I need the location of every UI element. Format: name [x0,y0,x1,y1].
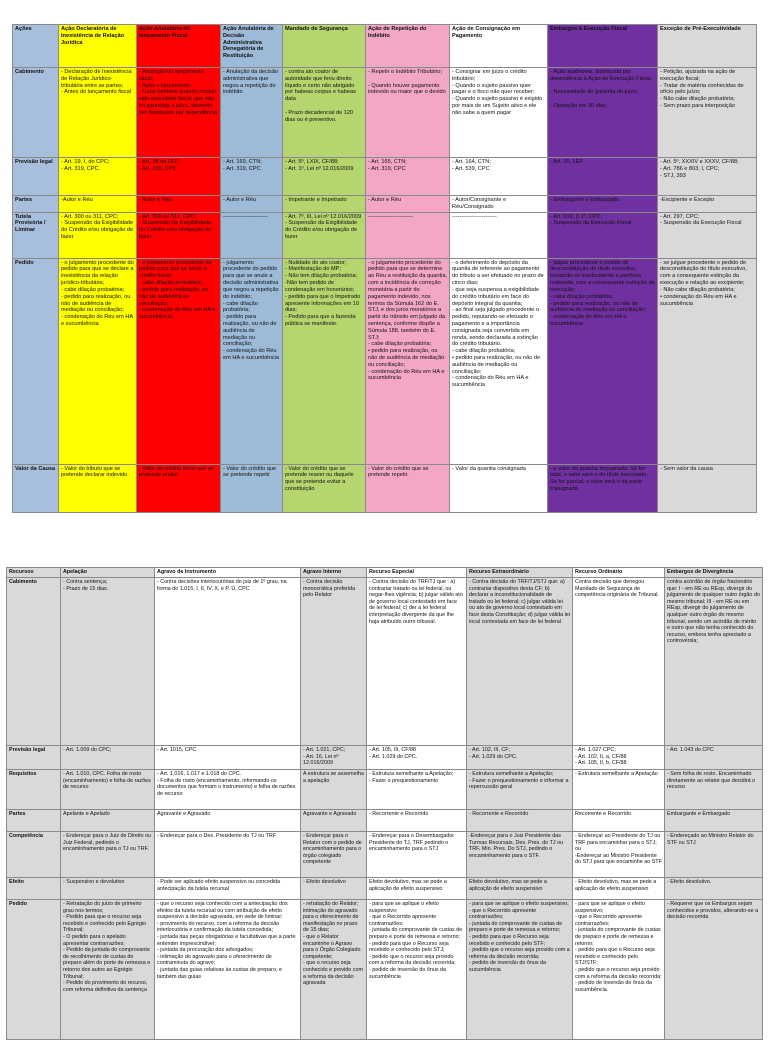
row-label-tutela-provisoria-liminar: Tutela Provisória / Liminar [13,212,59,258]
table2-header-recurso-especial: Recurso Especial [367,568,467,578]
table-cell: - Art. 165, CTN; - Art. 319, CPC [366,158,450,196]
table-cell: - Art. 5º, XXXIV e XXXV, CF/88; - Art. 786 e 803, I, CPC; - STJ, 393 [658,158,757,196]
table-row [13,212,757,258]
row-label-valor-da-causa: Valor da Causa [13,464,59,512]
table-cell: - Art. 164, CTN; - Art. 539, CPC [450,158,548,196]
table-cell: Efeito devolutivo, mas se pede a aplicação de efeito suspensivo [467,878,573,900]
table-cell: - para que se aplique o efeito suspensivo; - que o Recorrido apresente contrarrazões; - juntada do comprovante de custas de preparo e porte de remessa e retorno; - pedido para que o Recurso seja recebido e conhecido pelo STJ; - pedido que o recurso seja provido com a reforma da decisão recorrida; - pedido de inversão do ônus da sucumbência [367,900,467,1040]
table2-header-recurso-extraordinario: Recurso Extraordinário [467,568,573,578]
table-cell: - Art. 169, CTN; - Art. 319, CPC [221,158,283,196]
table2-header-row [7,568,763,578]
table-cell: - Contra decisões interlocutórias do juiz de 1º grau, na forma do 1.015, I, II, IV, X, e P. Ú, CPC [155,578,301,746]
table-cell: - Art. 19, I, do CPC; - Art. 319, CPC. [59,158,137,196]
table-row [7,878,763,900]
row-label-pedido: Pedido [7,900,61,1040]
table2-header-embargos-de-divergencia: Embargos de Divergência [665,568,763,578]
table-cell: - o julgamento procedente do pedido para que se determine ao Réu a restituição da quantia, com a incidência de correção monetária a partir do pagamento indevido, nos termos da Súmula 162 do E. STJ, e dos juros moratórios a partir do trânsito em julgado da sentença, conforme dispõe a Súmula 188, também do E. STJ; - cabe dilação probatória; • pedido para realização, ou não de audiência de mediação ou conciliação; - condenação do Réu em HA e sucumbência [366,258,450,464]
table-cell: ------------------------ [221,212,283,258]
table-cell: ------------------------ [450,212,548,258]
table-cell: - contra ato coator de autoridade que feriu direito líquido e certo não abrigado por habeas corpus e habeas data - Prazo decadencial de 120 dias ou é preventivo. [283,68,366,158]
table-cell: Recorrente e Recorrido [573,810,665,832]
table1-header-embargos-a-execucao-fiscal: Embargos à Execução Fiscal [548,25,658,68]
table-cell: - que o recurso seja conhecido com a antecipação dos efeitos da tutela recursal ou com atribuição de efeito suspensivo a decisão agravada, em sede de liminar; - provimento do recurso, com a reforma da decisão interlocutória e confirmação da tutela concedida; - juntada das peças obrigatórias e facultativas que a parte entender imprescindível; - juntada da procuração dos advogados; - intimação do agravado para o oferecimento de contraminuta do agravo; - juntada das guias relativas às custas de preparo, e também das guias [155,900,301,1040]
table1-header-acao-declaratoria-de-inexistencia-de-relacao-juridica: Ação Declaratória de Inexistência de Relação Jurídica [59,25,137,68]
table-cell: - julgue procedente o pedido de desconstituição do título executivo, tornando-se insubsistente a penhora realizada, com a consequente extinção da execução; - cabe dilação probatória; - pedido para realização, ou não de audiência de mediação ou conciliação; - condenação do Réu em HA e sucumbência [548,258,658,464]
table-cell: - Efeito devolutivo [301,878,367,900]
table1-header-row [13,25,757,68]
table-cell: - Endereçado ao Ministro Relator do STF ou STJ [665,832,763,878]
table-cell: - Contra sentença; - Prazo de 15 dias. [61,578,155,746]
table1-header-mandado-de-seguranca: Mandado de Segurança [283,25,366,68]
table-cell: - Art. 16, LEF [548,158,658,196]
table-cell: - julgamento procedente do pedido para que se anule a decisão administrativa que negou a repetição do indébito; - cabe dilação probatória; - pedido para realização, ou não de audiência de mediação ou conciliação; - condenação do Réu em HA e sucumbência [221,258,283,464]
table-cell: - Valor do crédito que se pretende reaver ou daquele que se pretende evitar a constituição [283,464,366,512]
table-cell: - se julgue procedente o pedido de desconstituição do título executivo, com a consequente extinção da execução e relação ao excipiente; - Não cabe dilação probatória; • condenação do Réu em HA e sucumbência [658,258,757,464]
table-cell: Embargante e Embargado [665,810,763,832]
table-cell: - Valor do crédito que se pretende repetir. [366,464,450,512]
table-cell: - Art. 1.021, CPC; - Art. 16, Lei nº 12.016/2009 [301,746,367,770]
table-cell: - Petição, ajuizada na ação de execução fiscal; - Tratar de matéria conhecidas de ofício pelo juízo; - Não cabe dilação probatória; - Sem prazo para interposição [658,68,757,158]
table-cell: - Autor e Réu [366,196,450,213]
table-cell: - Endereçar para o Relator com o pedido de encaminhamento para o órgão colegiado competente [301,832,367,878]
table-cell: - Anulação do lançamento fiscal; - Após o lançamento; - Cabe também quando houver sido executado fiscal, que não foi garantida a juízo, devendo ser distribuída por dependência [137,68,221,158]
table-row [13,158,757,196]
table-cell: Apelante e Apelado [61,810,155,832]
table-cell: ------------------------ [366,212,450,258]
row-label-previsao-legal: Previsão legal [7,746,61,770]
table-cell: - Nulidade do ato coator; - Manifestação do MP; - Não tem dilação probatória; -Não tem pedido de condenação em honorários; - pedido para que o Impetrado apresente informações em 10 dias; - Pedido para que a fazenda pública se manifeste. [283,258,366,464]
table-cell: - Estrutura semelhante a Apelação [573,770,665,810]
table-cell: - Sem valor da causa [658,464,757,512]
table-cell: - Efeito devolutivo, mas se pede a aplicação de efeito suspensivo [573,878,665,900]
table1-header-acao-anulatoria-do-lancamento-fiscal: Ação Anulatória do lançamento Fiscal [137,25,221,68]
table-cell: - Art. 105, III, CF/88 - Art. 1.029 do CPC. [367,746,467,770]
table-cell: -Endereçar para o Juiz Presidente das Turmas Recursais, Des. Pres. do TJ ou TRF, Min. Pres. Do STJ, pedindo o encaminhamento para o STF. [467,832,573,878]
table1-header-acao-anulatoria-de-decisao-administrativa-denegatoria-de-restituicao: Ação Anulatória de Decisão Administrativa Denegatória de Restituição [221,25,283,68]
table-cell: - Autor e Réu [221,196,283,213]
table-cell: - o deferimento do depósito da quantia de referente ao pagamento do tributo a ser efetuado no prazo de cinco dias; - que seja suspensa a exigibilidade do crédito tributário em face do depósito integral da quantia; - ao final seja julgado procedente o pedido, reputando-se efetuado o pagamento e a importância consignada seja convertida em renda, sendo declarada a extinção do crédito tributário. - cabe dilação probatória; • pedido para realização, ou não de audiência de mediação ou conciliação; - condenação do Réu em HA e sucumbência [450,258,548,464]
table-cell: - Art. 102, III, CF; - Art. 1.029 do CPC. [467,746,573,770]
row-label-previsao-legal: Previsão legal [13,158,59,196]
table-cell: - Estrutura semelhante a Apelação; - Fazer o prequestionamento [367,770,467,810]
table-cell: - Art. 38 da LEF; - Art. 319, CPC [137,158,221,196]
table-cell: - Embargante e Embargado [548,196,658,213]
row-label-cabimento: Cabimento [7,578,61,746]
table-cell: - Consignar em juízo o crédito tributário; - Quando o sujeito passivo quer pagar e o fisco não quer receber; - Quando o sujeito passivo é exigido por mais de um Sujeito ativo e ele não sabe a quem pagar [450,68,548,158]
acoes-table [12,24,757,513]
table2-header-agravo-de-instrumento: Agravo de Instrumento [155,568,301,578]
table-cell: - para que se aplique o efeito suspensivo; - que o Recorrido apresente contrarrazões; - juntada do comprovante de custas de preparo e porte de remessa e retorno; - pedido para que o Recurso seja recebido e conhecido pelo STJ/STF; - pedido que o recurso seja provido com a reforma da decisão recorrida; - pedido de inversão do ônus da sucumbência. [573,900,665,1040]
table-row [13,68,757,158]
table-cell: - Endereçar ao Presidente do TJ ou TRF para encaminhar para o STJ; ou -Endereçar ao Ministro Presidente do STJ para que encaminhe ao STF [573,832,665,878]
table-cell: - Contra decisão do TRF/TJ/STJ que: a) contrariar dispositivo desta CF; b) declarar a inconstitucionalidade de tratado ou lei federal; c) julgar válida lei ou ato de governo local contestado em face desta Constituição; d) julgar válida lei local contestada em face de lei federal [467,578,573,746]
table-cell: - Art. 1.027 CPC; - Art. 102, II, a, CF/88 - Art. 105, II, b, CF/88 [573,746,665,770]
table-cell: contra acórdão de órgão fracionário que: I - em RE ou REsp, divergir do julgamento de qualquer outro órgão do mesmo tribunal; III - em RE ou em REsp, divergir do julgamento de qualquer outro órgão do mesmo tribunal, sendo um acórdão de mérito e outro que não tenha conhecido do recurso, embora tenha apreciado a controvérsia; [665,578,763,746]
table-cell: - Efeito devolutivo. [665,878,763,900]
table2-header-recursos: Recursos [7,568,61,578]
table-cell: - Art. 1.043 do CPC [665,746,763,770]
table-cell: - Recorrente e Recorrido [467,810,573,832]
table-cell: - Repetir o Indébito Tributário; - Quando houver pagamento indevido ou maior que o devido [366,68,450,158]
table-cell: - Art. 300 ou 311, CPC; - Suspensão da Exigibilidade do Crédito e/ou obrigação de fazer [59,212,137,258]
table-cell: - Valor do tributo que se pretende declarar indevido [59,464,137,512]
table-cell: - Contra decisão do TRF/TJ que : a) contrariar tratado ou lei federal, ou negar-lhes vigência; b) julgar válido ato de governo local contestado em face de lei federal; c) der a lei federal interpretação divergente da que lhe haja atribuído outro tribunal. [367,578,467,746]
table-cell: - Art. 300 ou 311, CPC; - Suspensão da Exigibilidade do Crédito e/ou obrigação de fazer [137,212,221,258]
table-row [13,258,757,464]
table-cell: - Art. 1.016, 1.017 e 1.018 do CPC. - Folha de rosto (encaminhamento, informando os documentos que formam o instrumento) e folha de razões de recurso [155,770,301,810]
table-row [7,810,763,832]
table-cell: - Endereçar para o Juiz de Direito ou Juiz Federal, pedindo o encaminhamento para o TJ ou TRF. [61,832,155,878]
table-cell: Contra decisão que denegou Mandado de Segurança de competência originária de Tribunal. [573,578,665,746]
table-cell: - o julgamento procedente do pedido para que se anule o crédito fiscal; - cabe dilação probatória; - pedido para realização, ou não de audiência de conciliação; - condenação do Réu em HA e sucumbência [137,258,221,464]
table2-header-apelacao: Apelação [61,568,155,578]
table-row [13,196,757,213]
table-cell: -Excipiente e Excepto [658,196,757,213]
table-cell: - Requerer que os Embargos sejam conhecidos e providos, alterando-se a decisão recorrida [665,900,763,1040]
table-cell: - Valor do crédito fiscal que se pretende anular [137,464,221,512]
table-cell: - Sem folha de rosto. Encaminhado diretamente ao relator que decidirá o recurso [665,770,763,810]
recursos-table [6,567,763,1040]
table-cell: - Impetrante e Impetrado [283,196,366,213]
table-cell: - Estrutura semelhante a Apelação; - Fazer o prequestionamento e informar a repercussão geral [467,770,573,810]
row-label-efeito: Efeito [7,878,61,900]
table-cell: - Art. 7º, III, Lei nº 12.016/2009 - Suspensão da Exigibilidade do Crédito e/ou obrigação de fazer [283,212,366,258]
table-row [7,900,763,1040]
table-cell: - Art. 297, CPC; - Suspensão da Execução Fiscal [658,212,757,258]
table-row [7,578,763,746]
table2-header-agravo-interno: Agravo Interno [301,568,367,578]
table-cell: - Autor e Réu [137,196,221,213]
table-cell: - Art. 1.010, CPC. Folha de rosto (encaminhamento) e folha de razões de recurso [61,770,155,810]
table-cell: Agravante e Agravado [301,810,367,832]
table-cell: Efeito devolutivo, mas se pede a aplicação de efeito suspensivo [367,878,467,900]
table-cell: Agravante e Agravado [155,810,301,832]
table1-header-acoes: Ações [13,25,59,68]
table-cell: - para que se aplique o efeito suspensivo; - que o Recorrido apresente contrarrazões; - juntada do comprovante de custas de preparo e porte de remessa e retorno; - pedido para que o Recurso seja recebido e conhecido pelo STF; - pedido que o recurso seja provido com a reforma da decisão recorrida; - pedido de inversão do ônus da sucumbência [467,900,573,1040]
table1-header-acao-de-repeticao-do-indebito: Ação de Repetição do Indébito [366,25,450,68]
row-label-requisitos: Requisitos [7,770,61,810]
table-cell: - Art. 1015, CPC [155,746,301,770]
row-label-partes: Partes [7,810,61,832]
table-cell: - retratação do Relator; intimação do agravado para o oferecimento de manifestação no prazo de 15 dias; - que o Relator encaminhe o Agravo para o Órgão Colegiado competente; - que o recurso seja conhecido e provido com a reforma da decisão agravada [301,900,367,1040]
table-row [7,770,763,810]
table2-header-recurso-ordinario: Recurso Ordinário [573,568,665,578]
table-row [13,464,757,512]
table-cell: - Autor/Consignante e Réu/Consignado [450,196,548,213]
table-cell: - Pode ser aplicado efeito suspensivo ou concedida antecipação da tutela recursal [155,878,301,900]
table1-header-excecao-de-pre-executividade: Exceção de Pré-Executividade [658,25,757,68]
table-cell: - Contra decisão monocrática proferida pelo Relator [301,578,367,746]
table-cell: - Ação autônoma, distribuída por dependência à Ação de Execução Fiscal; - Necessidade de garantia do juízo; - Oposição em 30 dias; [548,68,658,158]
row-label-partes: Partes [13,196,59,213]
table-cell: A estrutura se assemelha a apelação [301,770,367,810]
row-label-pedido: Pedido [13,258,59,464]
table-cell: - Endereçar para o Des. Presidente do TJ ou TRF [155,832,301,878]
table-row [7,746,763,770]
table-cell: - Retratação do juízo de primeiro grau nos termos; - Pedido para que o recurso seja recebido e conhecido pelo Egrégio Tribunal; - O pedido para o apelado apresentar contrarrazões; - Pedido da juntada do comprovante de recolhimento de custas de preparo além do porte de remessa e retorno dos autos ao Egrégio Tribunal; - Pedido do provimento do recurso, com reforma definitiva da sentença [61,900,155,1040]
table-cell: - Valor do crédito que se pretende repetir [221,464,283,512]
table-cell: - Art. 1.009 do CPC; [61,746,155,770]
table-cell: - Recorrente e Recorrido [367,810,467,832]
table-cell: - o valor da quantia impugnada. Se for total, o valor será o do título executado. Se for parcial, o valor será o da parte impugnada [548,464,658,512]
table1-header-acao-de-consignacao-em-pagamento: Ação de Consignação em Pagamento [450,25,548,68]
table-cell: - Endereçar para o Desembargador Presidente do TJ, TRF pedindo o encaminhamento para o STJ [367,832,467,878]
table-row [7,832,763,878]
row-label-cabimento: Cabimento [13,68,59,158]
table-cell: - o julgamento procedente do pedido para que se declare a inexistência da relação jurídico-tributária; - cabe dilação probatória; - pedido para realização, ou não de audiência de mediação ou conciliação; - condenação do Réu em HA e sucumbência [59,258,137,464]
table-cell: - Declaração de Inexistência de Relação Jurídico-tributária entre as partes; - Antes do lançamento fiscal [59,68,137,158]
table-cell: - Suspensivo e devolutivo [61,878,155,900]
table-cell: - Valor da quantia consignada [450,464,548,512]
table-cell: - Art. 5º, LXIX, CF/88; - Art. 1º, Lei nº 12.016/2009 [283,158,366,196]
table-cell: -Autor e Réu [59,196,137,213]
table-cell: - Art. 919, § 1º, CPC; - Suspensão da Execução Fiscal [548,212,658,258]
row-label-competencia: Competência [7,832,61,878]
table-cell: - Anulação da decisão administrativa que negou a repetição do indébito [221,68,283,158]
